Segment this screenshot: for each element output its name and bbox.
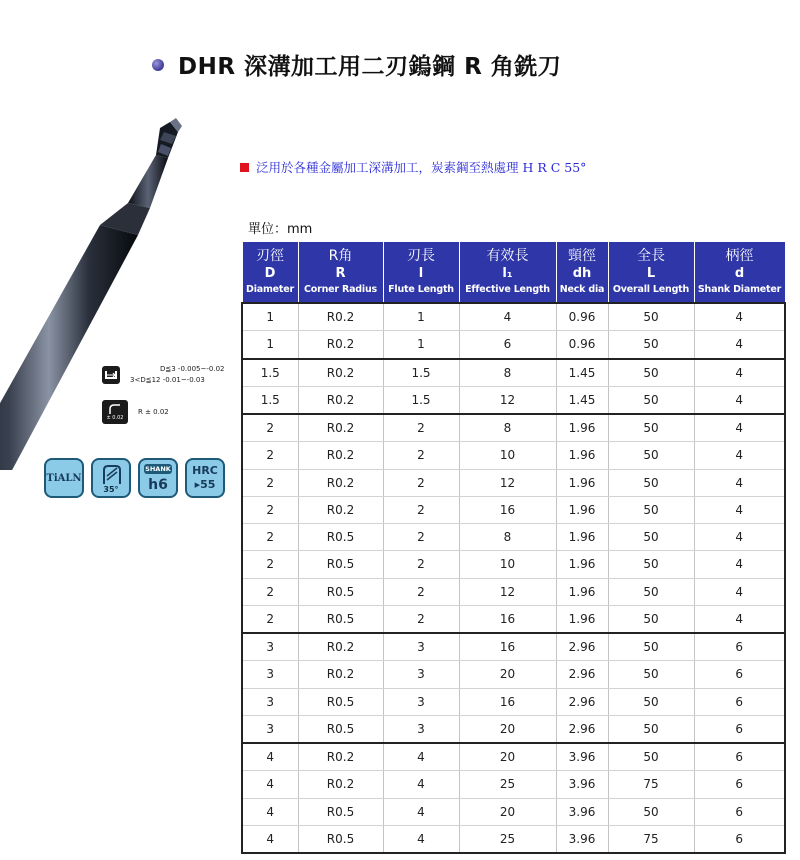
diameter-tolerance-icon — [102, 366, 120, 384]
table-cell: 2 — [242, 551, 298, 578]
table-cell: R0.2 — [298, 496, 383, 523]
table-cell: 6 — [694, 771, 785, 798]
table-cell: 20 — [459, 715, 556, 743]
table-cell: 3 — [242, 633, 298, 661]
table-row — [242, 771, 785, 798]
table-cell: 2.96 — [556, 715, 608, 743]
table-cell: R0.2 — [298, 386, 383, 414]
table-cell: 4 — [383, 798, 459, 825]
table-cell: 1.96 — [556, 605, 608, 633]
table-row — [242, 414, 785, 442]
table-cell: 2.96 — [556, 633, 608, 661]
table-cell: 25 — [459, 771, 556, 798]
hrc-label: HRC — [192, 464, 218, 477]
column-header-effective-length: 有效長 l₁ Effective Length — [459, 242, 556, 304]
table-cell: 6 — [694, 715, 785, 743]
table-cell: 4 — [242, 825, 298, 853]
table-cell: 1.45 — [556, 386, 608, 414]
table-cell: 4 — [694, 414, 785, 442]
feature-badges — [44, 458, 225, 498]
table-row — [242, 469, 785, 496]
table-cell: 1.96 — [556, 524, 608, 551]
table-cell: 4 — [694, 303, 785, 331]
table-cell: R0.2 — [298, 442, 383, 469]
table-cell: 50 — [608, 386, 694, 414]
table-cell: 2 — [242, 469, 298, 496]
table-cell: 6 — [694, 798, 785, 825]
helix-angle: 35° — [103, 485, 119, 494]
table-cell: 75 — [608, 771, 694, 798]
table-cell: 50 — [608, 469, 694, 496]
table-cell: 50 — [608, 303, 694, 331]
shank-label: SHANK — [145, 465, 171, 473]
table-cell: R0.5 — [298, 688, 383, 715]
coating-text: TiALN — [46, 472, 82, 484]
table-body — [242, 303, 785, 853]
table-cell: 0.96 — [556, 331, 608, 359]
diameter-tolerance-line2: 3<D≦12 -0.01~-0.03 — [130, 376, 205, 384]
table-cell: 1.96 — [556, 469, 608, 496]
table-row — [242, 798, 785, 825]
table-cell: R0.5 — [298, 524, 383, 551]
table-cell: 50 — [608, 551, 694, 578]
table-cell: 0.96 — [556, 303, 608, 331]
table-row — [242, 688, 785, 715]
table-cell: 6 — [694, 743, 785, 771]
table-cell: 50 — [608, 524, 694, 551]
table-cell: 2 — [383, 469, 459, 496]
table-cell: 50 — [608, 442, 694, 469]
table-cell: R0.2 — [298, 661, 383, 688]
table-cell: 75 — [608, 825, 694, 853]
table-cell: 12 — [459, 386, 556, 414]
table-cell: R0.2 — [298, 743, 383, 771]
table-cell: 4 — [383, 743, 459, 771]
table-cell: 2 — [242, 442, 298, 469]
table-row — [242, 605, 785, 633]
table-cell: R0.2 — [298, 771, 383, 798]
table-cell: 1.96 — [556, 551, 608, 578]
table-cell: 50 — [608, 578, 694, 605]
table-cell: 1.5 — [383, 386, 459, 414]
table-cell: 4 — [694, 496, 785, 523]
table-cell: 3.96 — [556, 771, 608, 798]
table-cell: 50 — [608, 688, 694, 715]
table-cell: R0.5 — [298, 715, 383, 743]
table-cell: R0.2 — [298, 633, 383, 661]
table-cell: 1.5 — [242, 386, 298, 414]
table-cell: 1.96 — [556, 578, 608, 605]
table-cell: 50 — [608, 359, 694, 387]
table-cell: 6 — [694, 688, 785, 715]
table-row — [242, 551, 785, 578]
coating-badge — [44, 458, 84, 498]
table-cell: 12 — [459, 578, 556, 605]
table-cell: 3.96 — [556, 743, 608, 771]
table-cell: R0.2 — [298, 331, 383, 359]
helix-badge — [91, 458, 131, 498]
table-cell: 1 — [242, 303, 298, 331]
diameter-tolerance — [102, 364, 224, 386]
table-cell: 6 — [459, 331, 556, 359]
radius-tolerance — [102, 400, 169, 424]
table-cell: 50 — [608, 605, 694, 633]
hrc-value: ▸55 — [194, 478, 216, 491]
table-cell: 4 — [694, 469, 785, 496]
table-cell: 2 — [383, 496, 459, 523]
table-cell: 1.96 — [556, 496, 608, 523]
table-cell: 12 — [459, 469, 556, 496]
table-cell: 4 — [694, 442, 785, 469]
table-cell: R0.5 — [298, 605, 383, 633]
table-row — [242, 825, 785, 853]
table-cell: 10 — [459, 442, 556, 469]
table-row — [242, 715, 785, 743]
table-cell: 2 — [242, 578, 298, 605]
table-row — [242, 331, 785, 359]
table-row — [242, 743, 785, 771]
column-header-flute-length: 刃長 l Flute Length — [383, 242, 459, 304]
table-cell: 8 — [459, 524, 556, 551]
table-cell: 2 — [383, 551, 459, 578]
table-cell: 4 — [694, 386, 785, 414]
bullet-icon — [152, 59, 164, 71]
table-cell: 50 — [608, 496, 694, 523]
column-header-shank-diameter: 柄徑 d Shank Diameter — [694, 242, 785, 304]
table-cell: 4 — [459, 303, 556, 331]
table-cell: 3 — [242, 715, 298, 743]
table-cell: 50 — [608, 798, 694, 825]
table-cell: 4 — [694, 605, 785, 633]
table-cell: 1.96 — [556, 442, 608, 469]
helix-icon — [101, 464, 123, 486]
table-cell: 16 — [459, 688, 556, 715]
radius-tolerance-icon — [102, 400, 128, 424]
table-row — [242, 578, 785, 605]
table-cell: 8 — [459, 414, 556, 442]
table-cell: 4 — [694, 551, 785, 578]
table-cell: 20 — [459, 661, 556, 688]
red-square-icon — [240, 163, 249, 172]
table-cell: R0.5 — [298, 551, 383, 578]
table-cell: 4 — [242, 771, 298, 798]
table-cell: 2.96 — [556, 688, 608, 715]
table-cell: 50 — [608, 661, 694, 688]
table-cell: 1 — [242, 331, 298, 359]
hrc-badge — [185, 458, 225, 498]
table-cell: 1 — [383, 303, 459, 331]
table-cell: 16 — [459, 496, 556, 523]
table-cell: 1.96 — [556, 414, 608, 442]
column-header-diameter: 刃徑 D Diameter — [242, 242, 298, 304]
table-cell: 10 — [459, 551, 556, 578]
application-note — [240, 158, 586, 176]
table-cell: 2.96 — [556, 661, 608, 688]
table-row — [242, 442, 785, 469]
column-header-corner-radius: R角 R Corner Radius — [298, 242, 383, 304]
table-cell: 6 — [694, 633, 785, 661]
table-row — [242, 524, 785, 551]
table-cell: 8 — [459, 359, 556, 387]
table-cell: 2 — [242, 496, 298, 523]
table-header-row — [242, 242, 785, 304]
table-cell: 6 — [694, 661, 785, 688]
table-cell: R0.2 — [298, 303, 383, 331]
page-title — [152, 48, 561, 81]
table-cell: 20 — [459, 798, 556, 825]
table-cell: 50 — [608, 414, 694, 442]
column-header-overall-length: 全長 L Overall Length — [608, 242, 694, 304]
table-cell: R0.2 — [298, 469, 383, 496]
table-cell: 4 — [383, 825, 459, 853]
table-cell: R0.2 — [298, 414, 383, 442]
table-cell: 4 — [694, 524, 785, 551]
table-row — [242, 386, 785, 414]
spec-table — [241, 241, 786, 854]
table-cell: R0.5 — [298, 825, 383, 853]
table-cell: R0.2 — [298, 359, 383, 387]
shank-tolerance: h6 — [148, 477, 168, 493]
table-row — [242, 661, 785, 688]
table-cell: 2 — [383, 414, 459, 442]
table-row — [242, 496, 785, 523]
table-cell: 1.5 — [242, 359, 298, 387]
table-cell: 3.96 — [556, 825, 608, 853]
table-cell: 2 — [383, 578, 459, 605]
table-cell: 50 — [608, 633, 694, 661]
table-cell: 1.45 — [556, 359, 608, 387]
table-cell: 20 — [459, 743, 556, 771]
table-cell: 16 — [459, 633, 556, 661]
table-cell: 4 — [242, 798, 298, 825]
table-cell: 16 — [459, 605, 556, 633]
table-cell: 50 — [608, 743, 694, 771]
table-cell: 2 — [242, 414, 298, 442]
table-cell: 4 — [694, 578, 785, 605]
table-cell: 1.5 — [383, 359, 459, 387]
table-cell: 1 — [383, 331, 459, 359]
table-cell: 2 — [383, 442, 459, 469]
table-cell: 6 — [694, 825, 785, 853]
radius-tolerance-text: R ± 0.02 — [138, 408, 169, 416]
table-cell: 4 — [694, 331, 785, 359]
column-header-neck-dia: 頸徑 dh Neck dia — [556, 242, 608, 304]
diameter-tolerance-line1: D≦3 -0.005~-0.02 — [160, 365, 225, 373]
table-cell: R0.5 — [298, 798, 383, 825]
radius-icon-text: ± 0.02 — [106, 415, 124, 421]
table-cell: 3 — [383, 633, 459, 661]
table-cell: 3 — [242, 661, 298, 688]
table-cell: 4 — [242, 743, 298, 771]
title-text: DHR 深溝加工用二刃鎢鋼 R 角銑刀 — [178, 54, 562, 80]
table-row — [242, 303, 785, 331]
table-cell: 2 — [383, 605, 459, 633]
table-row — [242, 633, 785, 661]
unit-label: 單位：mm — [248, 222, 313, 237]
table-cell: 2 — [242, 524, 298, 551]
table-cell: R0.5 — [298, 578, 383, 605]
table-row — [242, 359, 785, 387]
table-cell: 3 — [242, 688, 298, 715]
table-cell: 3 — [383, 715, 459, 743]
table-cell: 50 — [608, 331, 694, 359]
table-cell: 4 — [694, 359, 785, 387]
table-cell: 2 — [242, 605, 298, 633]
note-text: 泛用於各種金屬加工深溝加工，炭素鋼至熱處理 H R C 55° — [256, 160, 587, 175]
table-cell: 50 — [608, 715, 694, 743]
table-cell: 3.96 — [556, 798, 608, 825]
table-cell: 3 — [383, 688, 459, 715]
shank-badge — [138, 458, 178, 498]
table-cell: 25 — [459, 825, 556, 853]
table-cell: 3 — [383, 661, 459, 688]
table-cell: 4 — [383, 771, 459, 798]
table-cell: 2 — [383, 524, 459, 551]
